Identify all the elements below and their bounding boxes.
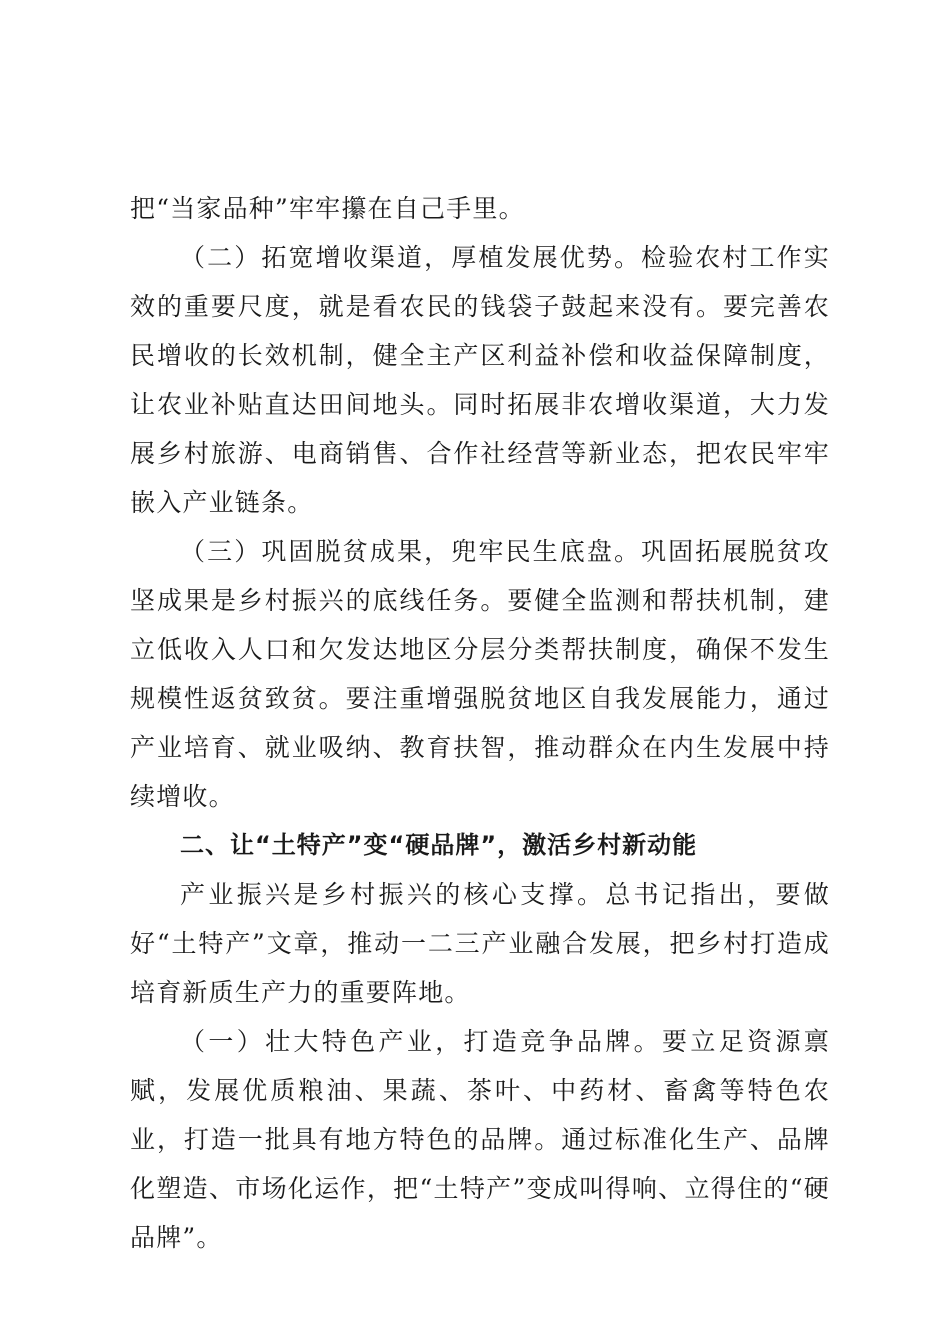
- paragraph-section-3: （三）巩固脱贫成果，兜牢民生底盘。巩固拓展脱贫攻坚成果是乡村振兴的底线任务。要健全监测和帮扶机制，建立低收入人口和欠发达地区分层分类帮扶制度，确保不发生规模性返贫致贫。要注重增强脱贫地区自我发展能力，通过产业培育、就业吸纳、教育扶智，推动群众在内生发展中持续增收。: [130, 537, 830, 811]
- paragraph-continuation: 把“当家品种”牢牢攥在自己手里。: [130, 194, 525, 223]
- paragraph-intro: 产业振兴是乡村振兴的核心支撑。总书记指出，要做好“土特产”文章，推动一二三产业融合发展，把乡村打造成培育新质生产力的重要阵地。: [130, 880, 830, 1007]
- paragraph-subsection-1: （一）壮大特色产业，打造竞争品牌。要立足资源禀赋，发展优质粮油、果蔬、茶叶、中药材、畜禽等特色农业，打造一批具有地方特色的品牌。通过标准化生产、品牌化塑造、市场化运作，把“土特产”变成叫得响、立得住的“硬品牌”。: [130, 1027, 830, 1252]
- document-body: [130, 184, 830, 1262]
- section-heading: 二、让“土特产”变“硬品牌”，激活乡村新动能: [180, 831, 698, 859]
- paragraph-section-2: （二）拓宽增收渠道，厚植发展优势。检验农村工作实效的重要尺度，就是看农民的钱袋子鼓起来没有。要完善农民增收的长效机制，健全主产区利益补偿和收益保障制度，让农业补贴直达田间地头。同时拓展非农增收渠道，大力发展乡村旅游、电商销售、合作社经营等新业态，把农民牢牢嵌入产业链条。: [130, 243, 830, 517]
